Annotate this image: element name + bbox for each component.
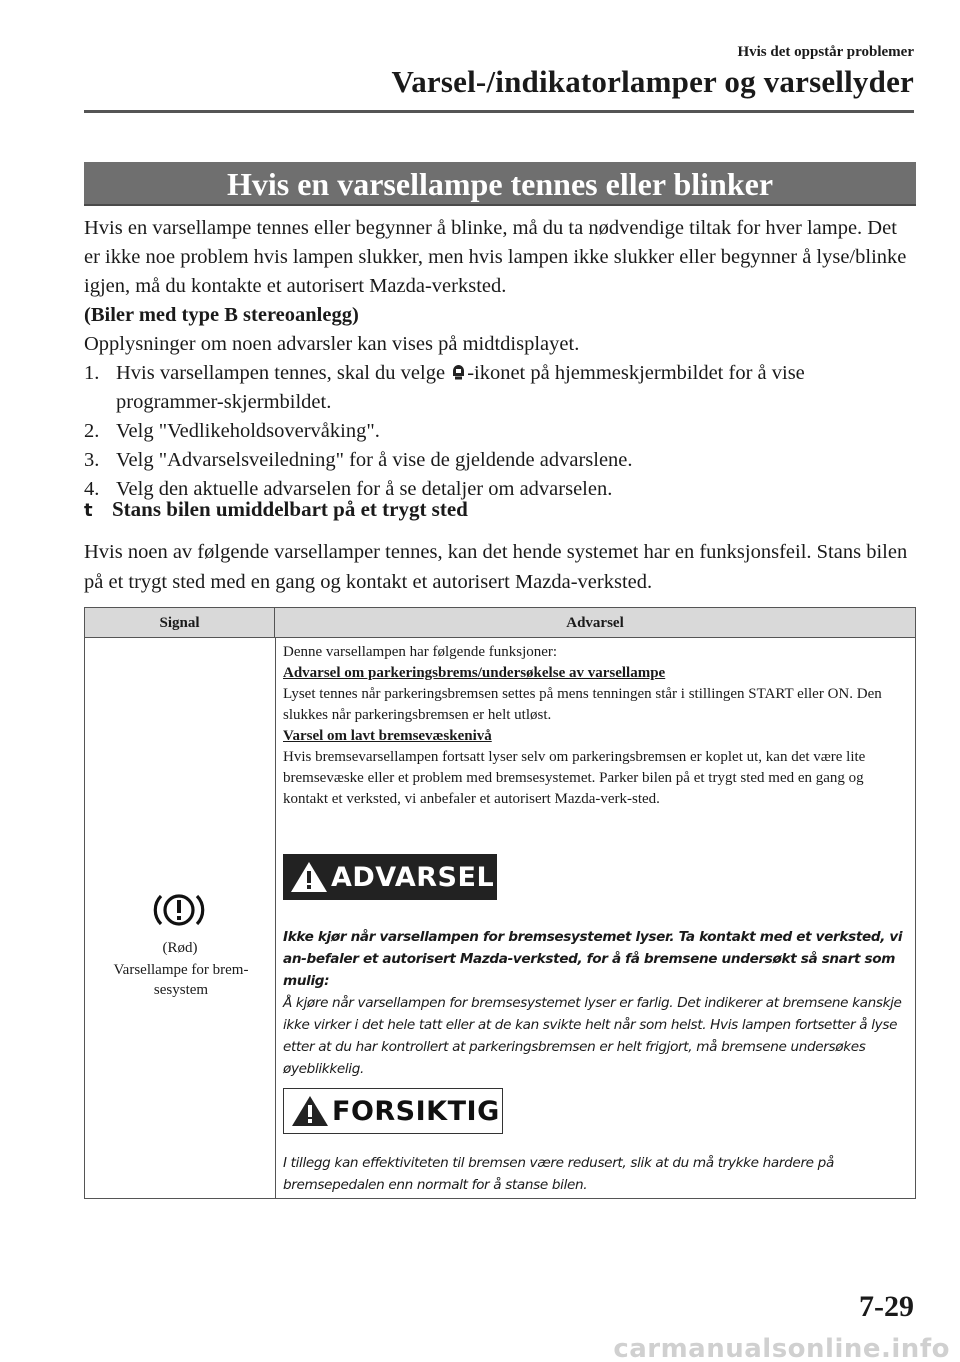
subsection-heading xyxy=(84,497,468,522)
warning-triangle-icon xyxy=(290,1094,330,1128)
function-title-brake-fluid: Varsel om lavt bremsevæskenivå xyxy=(283,728,492,744)
list-item xyxy=(84,417,914,446)
function-title-parking-brake: Advarsel om parkeringsbrems/undersøkelse av varsellampe xyxy=(283,665,666,681)
display-note: Opplysninger om noen advarsler kan vises på midtdisplayet. xyxy=(84,333,580,355)
warning-body-text: Å kjøre når varsellampen for bremsesystemet lyser er farlig. Det indikerer at bremsene kanskje ikke virker i det hele tatt eller at de kan svikte helt når som helst. Hvis lampen fortsetter å lyse etter at du har kontrollert at parkeringsbremsen er helt frigjort, må bremsene undersøkes øyeblikkelig. xyxy=(283,995,902,1077)
page-title: Varsel-/indikatorlamper og varsellyder xyxy=(391,64,914,99)
step-number: 1. xyxy=(84,362,100,384)
warning-cell xyxy=(283,642,911,810)
step-text: Velg "Advarselsveiledning" for å vise de gjeldende advarslene. xyxy=(116,449,633,471)
warning-triangle-icon xyxy=(289,860,329,894)
column-header-warning: Advarsel xyxy=(566,615,624,631)
function-text-parking-brake: Lyset tennes når parkeringsbremsen settes på mens tenningen står i stillingen START eller ON. Den slukkes når parkeringsbremsen er helt utløst. xyxy=(283,686,882,723)
step-number: 3. xyxy=(84,449,100,471)
brake-warning-icon xyxy=(151,890,207,930)
step-number: 4. xyxy=(84,478,100,500)
stereo-note: (Biler med type B stereoanlegg) xyxy=(84,304,359,326)
function-text-brake-fluid: Hvis bremsevarsellampen fortsatt lyser selv om parkeringsbremsen er koplet ut, kan det være lite bremsevæske eller et problem med bremsesystemet. Parker bilen på et trygt sted med en gang og kontakt et verksted, vi anbefaler et autorisert Mazda-verk-sted. xyxy=(283,749,866,807)
functions-intro: Denne varsellampen har følgende funksjoner: xyxy=(283,644,558,660)
bullet-icon: t xyxy=(84,500,93,521)
warning-text xyxy=(283,926,915,1080)
step-text: Velg "Vedlikeholdsovervåking". xyxy=(116,420,380,442)
section-banner: Hvis en varsellampe tennes eller blinker xyxy=(84,162,916,206)
warning-label: ADVARSEL xyxy=(331,861,495,893)
intro-block xyxy=(84,214,914,504)
page-number: 7-29 xyxy=(859,1290,914,1323)
subsection-paragraph: Hvis noen av følgende varsellamper tennes, kan det hende systemet har en funksjonsfeil. Stans bilen på et trygt sted med en gang og kontakt et autorisert Mazda-verksted. xyxy=(84,541,908,593)
warning-badge xyxy=(283,854,497,900)
steps-list xyxy=(84,359,914,504)
lamp-color: (Rød) xyxy=(162,940,198,956)
step-text: Velg den aktuelle advarselen for å se detaljer om advarselen. xyxy=(116,478,613,500)
step-number: 2. xyxy=(84,420,100,442)
header-divider xyxy=(84,110,914,113)
column-header-signal: Signal xyxy=(85,608,275,638)
subsection-title: Stans bilen umiddelbart på et trygt sted xyxy=(112,497,468,521)
chapter-title: Hvis det oppstår problemer xyxy=(737,44,914,60)
table-header xyxy=(85,608,915,638)
watermark: carmanualsonline.info xyxy=(613,1334,950,1362)
step-text: -ikonet på hjemmeskjermbildet for å vise programmer-skjermbildet. xyxy=(116,362,805,413)
caution-text: I tillegg kan effektiviteten til bremsen være redusert, slik at du må trykke hardere på bremsepedalen enn normalt for å stanse bilen. xyxy=(283,1155,834,1193)
lamp-description: Varsellampe for brem-sesystem xyxy=(113,962,249,998)
column-divider xyxy=(275,638,276,1198)
intro-paragraph: Hvis en varsellampe tennes eller begynner å blinke, må du ta nødvendige tiltak for hver lampe. Det er ikke noe problem hvis lampen slukker, men hvis lampen ikke slukker eller begynner å lyse/blinke igjen, må du kontakte et autorisert Mazda-verksted. xyxy=(84,217,907,297)
step-text: Hvis varsellampen tennes, skal du velge xyxy=(116,362,451,384)
signal-table xyxy=(84,607,916,1199)
signal-cell xyxy=(85,638,275,1198)
caution-badge xyxy=(283,1088,503,1134)
caution-label: FORSIKTIG xyxy=(332,1095,500,1127)
list-item xyxy=(84,446,914,475)
applications-icon xyxy=(451,361,466,378)
list-item xyxy=(84,359,914,417)
warning-bold-text: Ikke kjør når varsellampen for bremsesystemet lyser. Ta kontakt med et verksted, vi an-befaler et autorisert Mazda-verksted, for å få bremsene undersøkt så snart som mulig: xyxy=(283,929,903,989)
